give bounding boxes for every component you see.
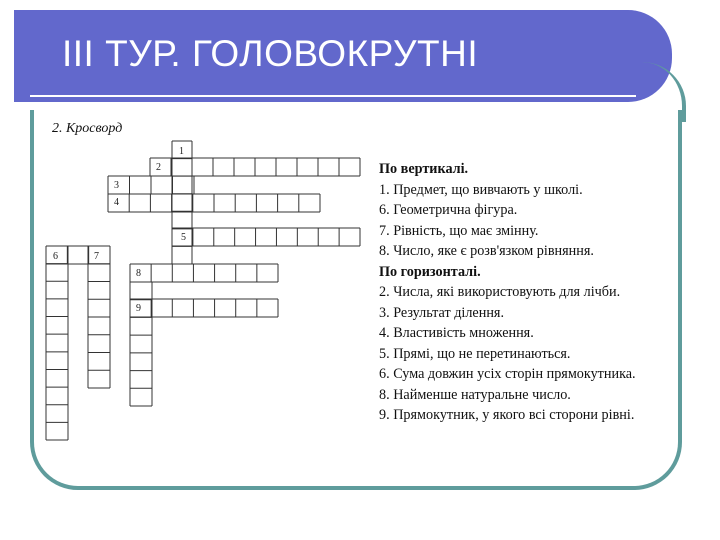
section-label: 2. Кросворд	[52, 121, 123, 136]
cell-number-3: 3	[114, 180, 119, 191]
clues-panel	[379, 159, 636, 426]
clues-vertical-heading: По вертикалі.	[379, 161, 469, 177]
clue-horizontal-6: 6. Сума довжин усіх сторін прямокутника.	[379, 366, 636, 382]
clue-vertical-6: 6. Геометрична фігура.	[379, 202, 518, 218]
clue-horizontal-9: 9. Прямокутник, у якого всі сторони рівні.	[379, 407, 635, 423]
cell-number-4: 4	[114, 197, 119, 208]
clue-vertical-8: 8. Число, яке є розв'язком рівняння.	[379, 243, 594, 259]
clue-horizontal-3: 3. Результат ділення.	[379, 304, 504, 321]
clue-horizontal-4: 4. Властивість множення.	[379, 325, 534, 341]
clue-horizontal-5: 5. Прямі, що не перетинаються.	[379, 345, 571, 362]
clue-vertical-1: 1. Предмет, що вивчають у школі.	[379, 181, 583, 198]
clues-horizontal-heading: По горизонталі.	[379, 263, 481, 280]
cell-number-9: 9	[136, 303, 141, 314]
clue-vertical-7: 7. Рівність, що має змінну.	[379, 222, 539, 239]
cell-number-7: 7	[94, 251, 99, 262]
cell-number-8: 8	[136, 268, 141, 279]
slide-title: ІІІ ТУР. ГОЛОВОКРУТНІ	[62, 33, 479, 74]
cell-number-2: 2	[156, 162, 161, 173]
cell-number-1: 1	[179, 146, 184, 157]
clue-horizontal-2: 2. Числа, які використовують для лічби.	[379, 284, 621, 300]
cell-number-6: 6	[53, 251, 58, 262]
cell-number-5: 5	[181, 232, 186, 243]
clue-horizontal-8: 8. Найменше натуральне число.	[379, 386, 571, 403]
